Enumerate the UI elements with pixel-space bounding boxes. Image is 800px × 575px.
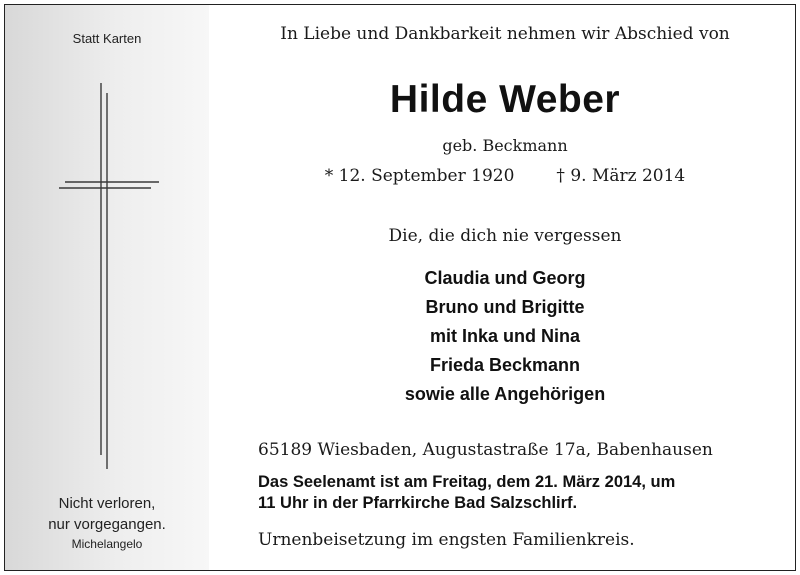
quote [5, 493, 209, 535]
quote-line: nur vorgegangen. [48, 516, 166, 533]
intro-line: In Liebe und Dankbarkeit nehmen wir Abschied von [280, 24, 730, 44]
quote-author: Michelangelo [71, 537, 143, 551]
mourner-name: Bruno und Brigitte [425, 297, 585, 317]
statt-karten-label: Statt Karten [72, 31, 142, 46]
deceased-name: Hilde Weber [389, 78, 621, 121]
mourner-name: Frieda Beckmann [429, 355, 581, 375]
mourners-list [210, 264, 800, 409]
maiden-name: geb. Beckmann [442, 136, 568, 155]
sidebar [5, 5, 209, 570]
burial-info: Urnenbeisetzung im engsten Familienkreis. [258, 530, 635, 550]
mourner-name: sowie alle Angehörigen [404, 384, 606, 404]
birth-date: * 12. September 1920 [324, 166, 515, 186]
cross-icon [55, 83, 165, 473]
mass-line: Das Seelenamt ist am Freitag, dem 21. März 2014, um [258, 473, 676, 491]
mourners-intro: Die, die dich nie vergessen [388, 226, 622, 246]
quote-line: Nicht verloren, [58, 495, 156, 512]
address: 65189 Wiesbaden, Augustastraße 17a, Babenhausen [258, 440, 713, 460]
mourner-name: mit Inka und Nina [429, 326, 580, 346]
notice-body [210, 0, 800, 575]
death-date: † 9. März 2014 [556, 166, 686, 186]
mass-line: 11 Uhr in der Pfarrkirche Bad Salzschlirf. [258, 494, 578, 512]
mourner-name: Claudia und Georg [424, 268, 586, 288]
mass-info [258, 472, 675, 514]
life-dates [210, 166, 800, 186]
